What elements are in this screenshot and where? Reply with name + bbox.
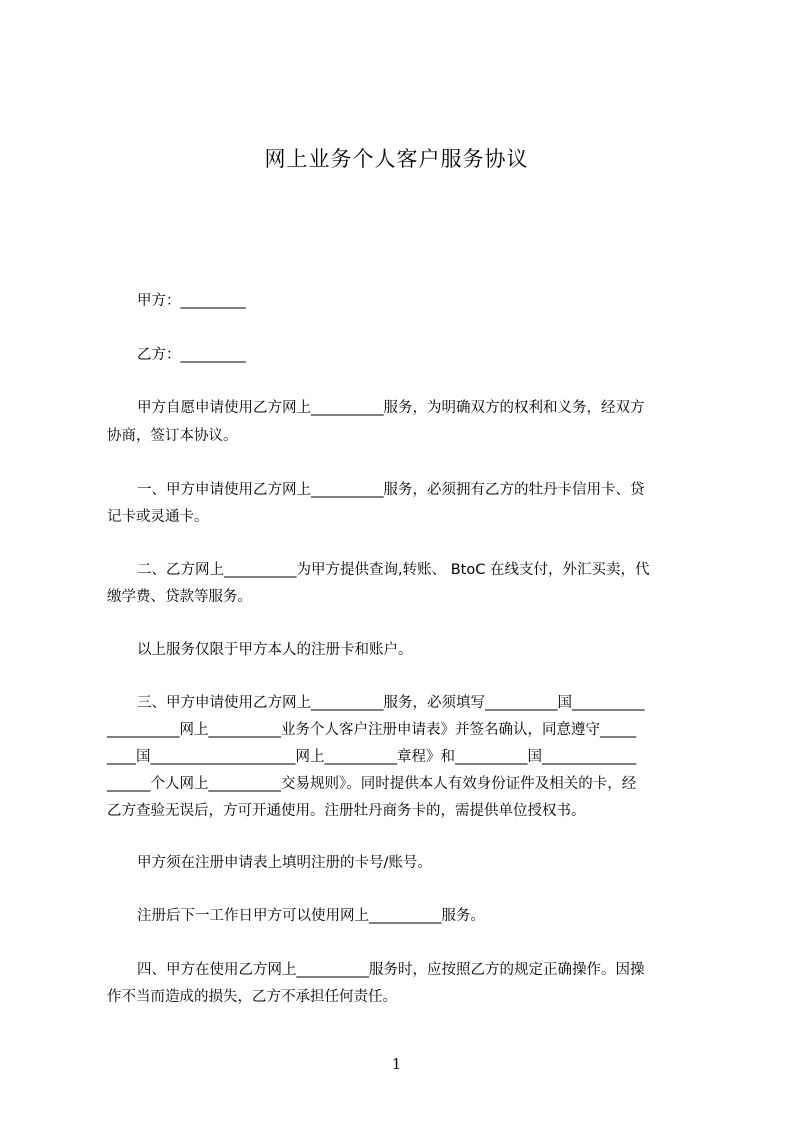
clause-3-line-4: ______个人网上__________交易规则》。同时提供本人有效身份证件及相关的卡，经 xyxy=(107,776,637,792)
intro-paragraph-line-2: 协商，签订本协议。 xyxy=(107,428,238,444)
card-number-note: 甲方须在注册申请表上填明注册的卡号/账号。 xyxy=(137,855,432,871)
clause-3-line-5: 乙方查验无误后，方可开通使用。注册牡丹商务卡的，需提供单位授权书。 xyxy=(107,803,586,819)
clause-4-line-2: 作不当而造成的损失，乙方不承担任何责任。 xyxy=(107,989,397,1005)
party-a-line: 甲方：_________ xyxy=(137,293,246,309)
clause-1-line-1: 一、甲方申请使用乙方网上__________服务，必须拥有乙方的牡丹卡信用卡、贷 xyxy=(137,482,645,498)
clause-3-line-2: __________网上__________业务个人客户注册申请表》并签名确认，同意遵守_____ xyxy=(107,722,637,738)
clause-1-line-2: 记卡或灵通卡。 xyxy=(107,509,209,525)
clause-3-line-1: 三、甲方申请使用乙方网上__________服务，必须填写__________国__________ xyxy=(137,695,645,711)
activation-note: 注册后下一工作日甲方可以使用网上__________服务。 xyxy=(137,908,485,924)
clause-4-line-1: 四、甲方在使用乙方网上__________服务时，应按照乙方的规定正确操作。因操 xyxy=(137,962,645,978)
document-title: 网上业务个人客户服务协议 xyxy=(264,147,529,171)
clause-2-line-2: 缴学费、贷款等服务。 xyxy=(107,589,252,605)
service-scope-note: 以上服务仅限于甲方本人的注册卡和账户。 xyxy=(137,642,413,658)
party-b-line: 乙方：_________ xyxy=(137,347,246,363)
page-number: 1 xyxy=(391,1055,402,1073)
clause-3-line-3: ____国____________________网上__________章程》和__________国_____________ xyxy=(107,749,637,765)
clause-2-line-1: 二、乙方网上__________为甲方提供查询,转账、 BtoC 在线支付，外汇买卖，代 xyxy=(137,562,650,578)
intro-paragraph-line-1: 甲方自愿申请使用乙方网上__________服务，为明确双方的权利和义务，经双方 xyxy=(137,400,645,416)
